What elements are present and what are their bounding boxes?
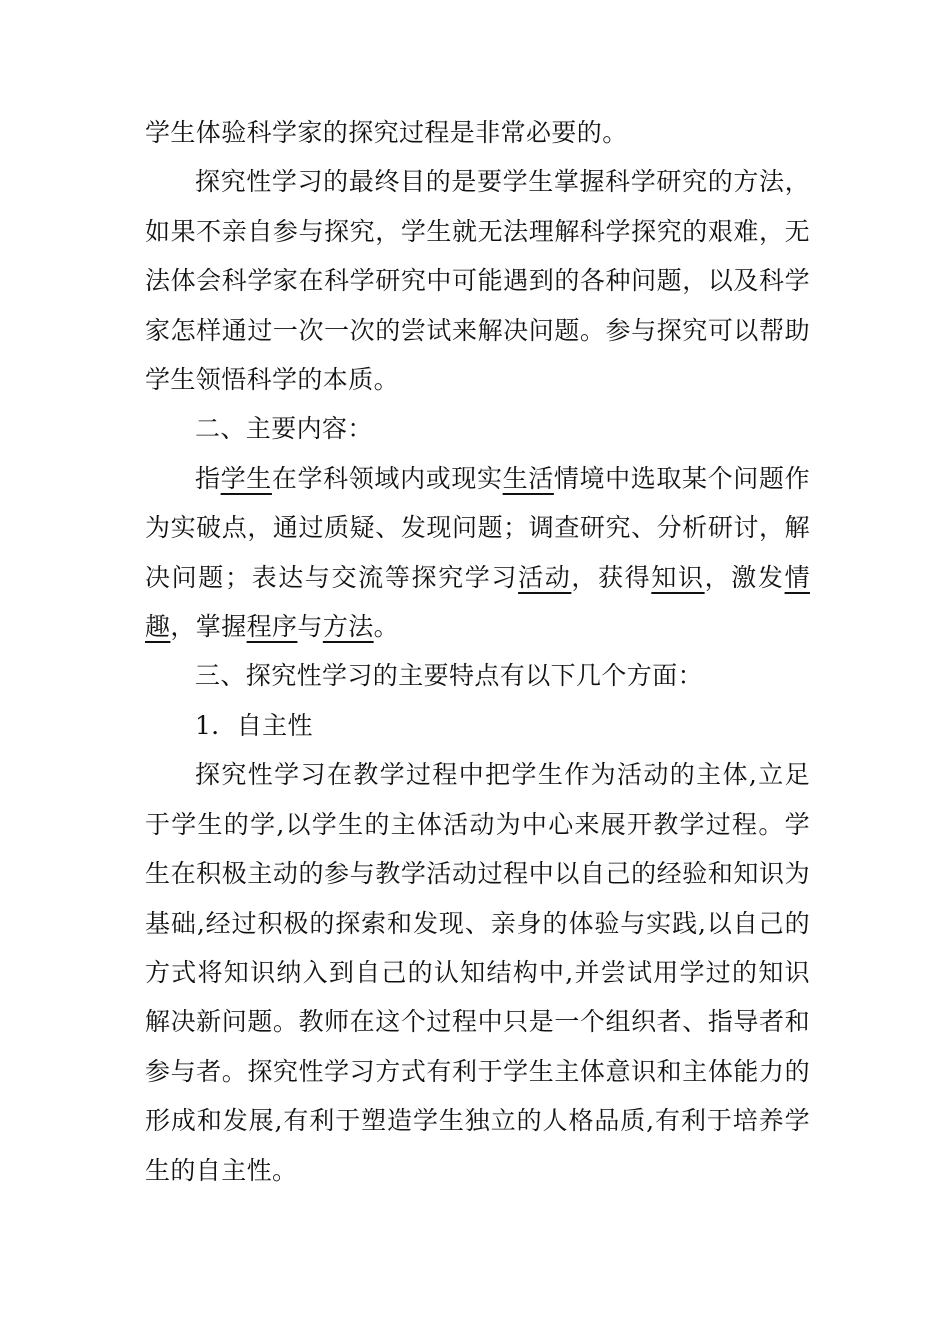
text-run: ，激发 — [704, 562, 785, 592]
underlined-term-activity: 活动 — [518, 562, 572, 592]
paragraph-continuation: 学生体验科学家的探究过程是非常必要的。 — [145, 118, 628, 147]
text-run: 。 — [373, 612, 400, 642]
text-run: ，掌握 — [170, 612, 247, 642]
text-run: 在学科领域内或现实 — [271, 463, 503, 493]
section-heading-features: 三、探究性学习的主要特点有以下几个方面： — [195, 661, 704, 691]
paragraph-main-content — [145, 454, 810, 652]
subheading-autonomy: 1．自主性 — [195, 710, 313, 740]
document-body — [145, 108, 810, 1195]
underlined-term-students: 学生 — [220, 463, 272, 493]
paragraph-autonomy: 探究性学习在教学过程中把学生作为活动的主体,立足于学生的学,以学生的主体活动为中心来展开教学过程。学生在积极主动的参与教学活动过程中以自己的经验和知识为基础,经过积极的探索和发现、亲身的体验与实践,以自己的方式将知识纳入到自己的认知结构中,并尝试用学过的知识解决新问题。教师在这个过程中只是一个组织者、指导者和参与者。探究性学习方式有利于学生主体意识和主体能力的形成和发展,有利于塑造学生独立的人格品质,有利于培养学生的自主性。 — [145, 760, 810, 1185]
underlined-term-knowledge: 知识 — [651, 562, 705, 592]
underlined-term-life: 生活 — [502, 463, 554, 493]
underlined-term-procedure: 程序 — [246, 612, 298, 642]
underlined-term-method: 方法 — [322, 612, 374, 642]
paragraph-purpose: 探究性学习的最终目的是要学生掌握科学研究的方法，如果不亲自参与探究，学生就无法理解科学探究的艰难，无法体会科学家在科学研究中可能遇到的各种问题，以及科学家怎样通过一次一次的尝试来解决问题。参与探究可以帮助学生领悟科学的本质。 — [145, 167, 810, 395]
text-run: ，获得 — [571, 562, 652, 592]
section-heading-main-content: 二、主要内容： — [195, 414, 373, 444]
text-run: 与 — [297, 612, 323, 642]
underlined-term-interest: 情趣 — [145, 562, 810, 642]
text-run: 情境中选取某个问题作为实破点，通过质疑、发现问题；调查研究、分析研讨，解决问题；表达与交流等探究学习 — [145, 463, 810, 592]
text-run: 指 — [195, 463, 221, 493]
